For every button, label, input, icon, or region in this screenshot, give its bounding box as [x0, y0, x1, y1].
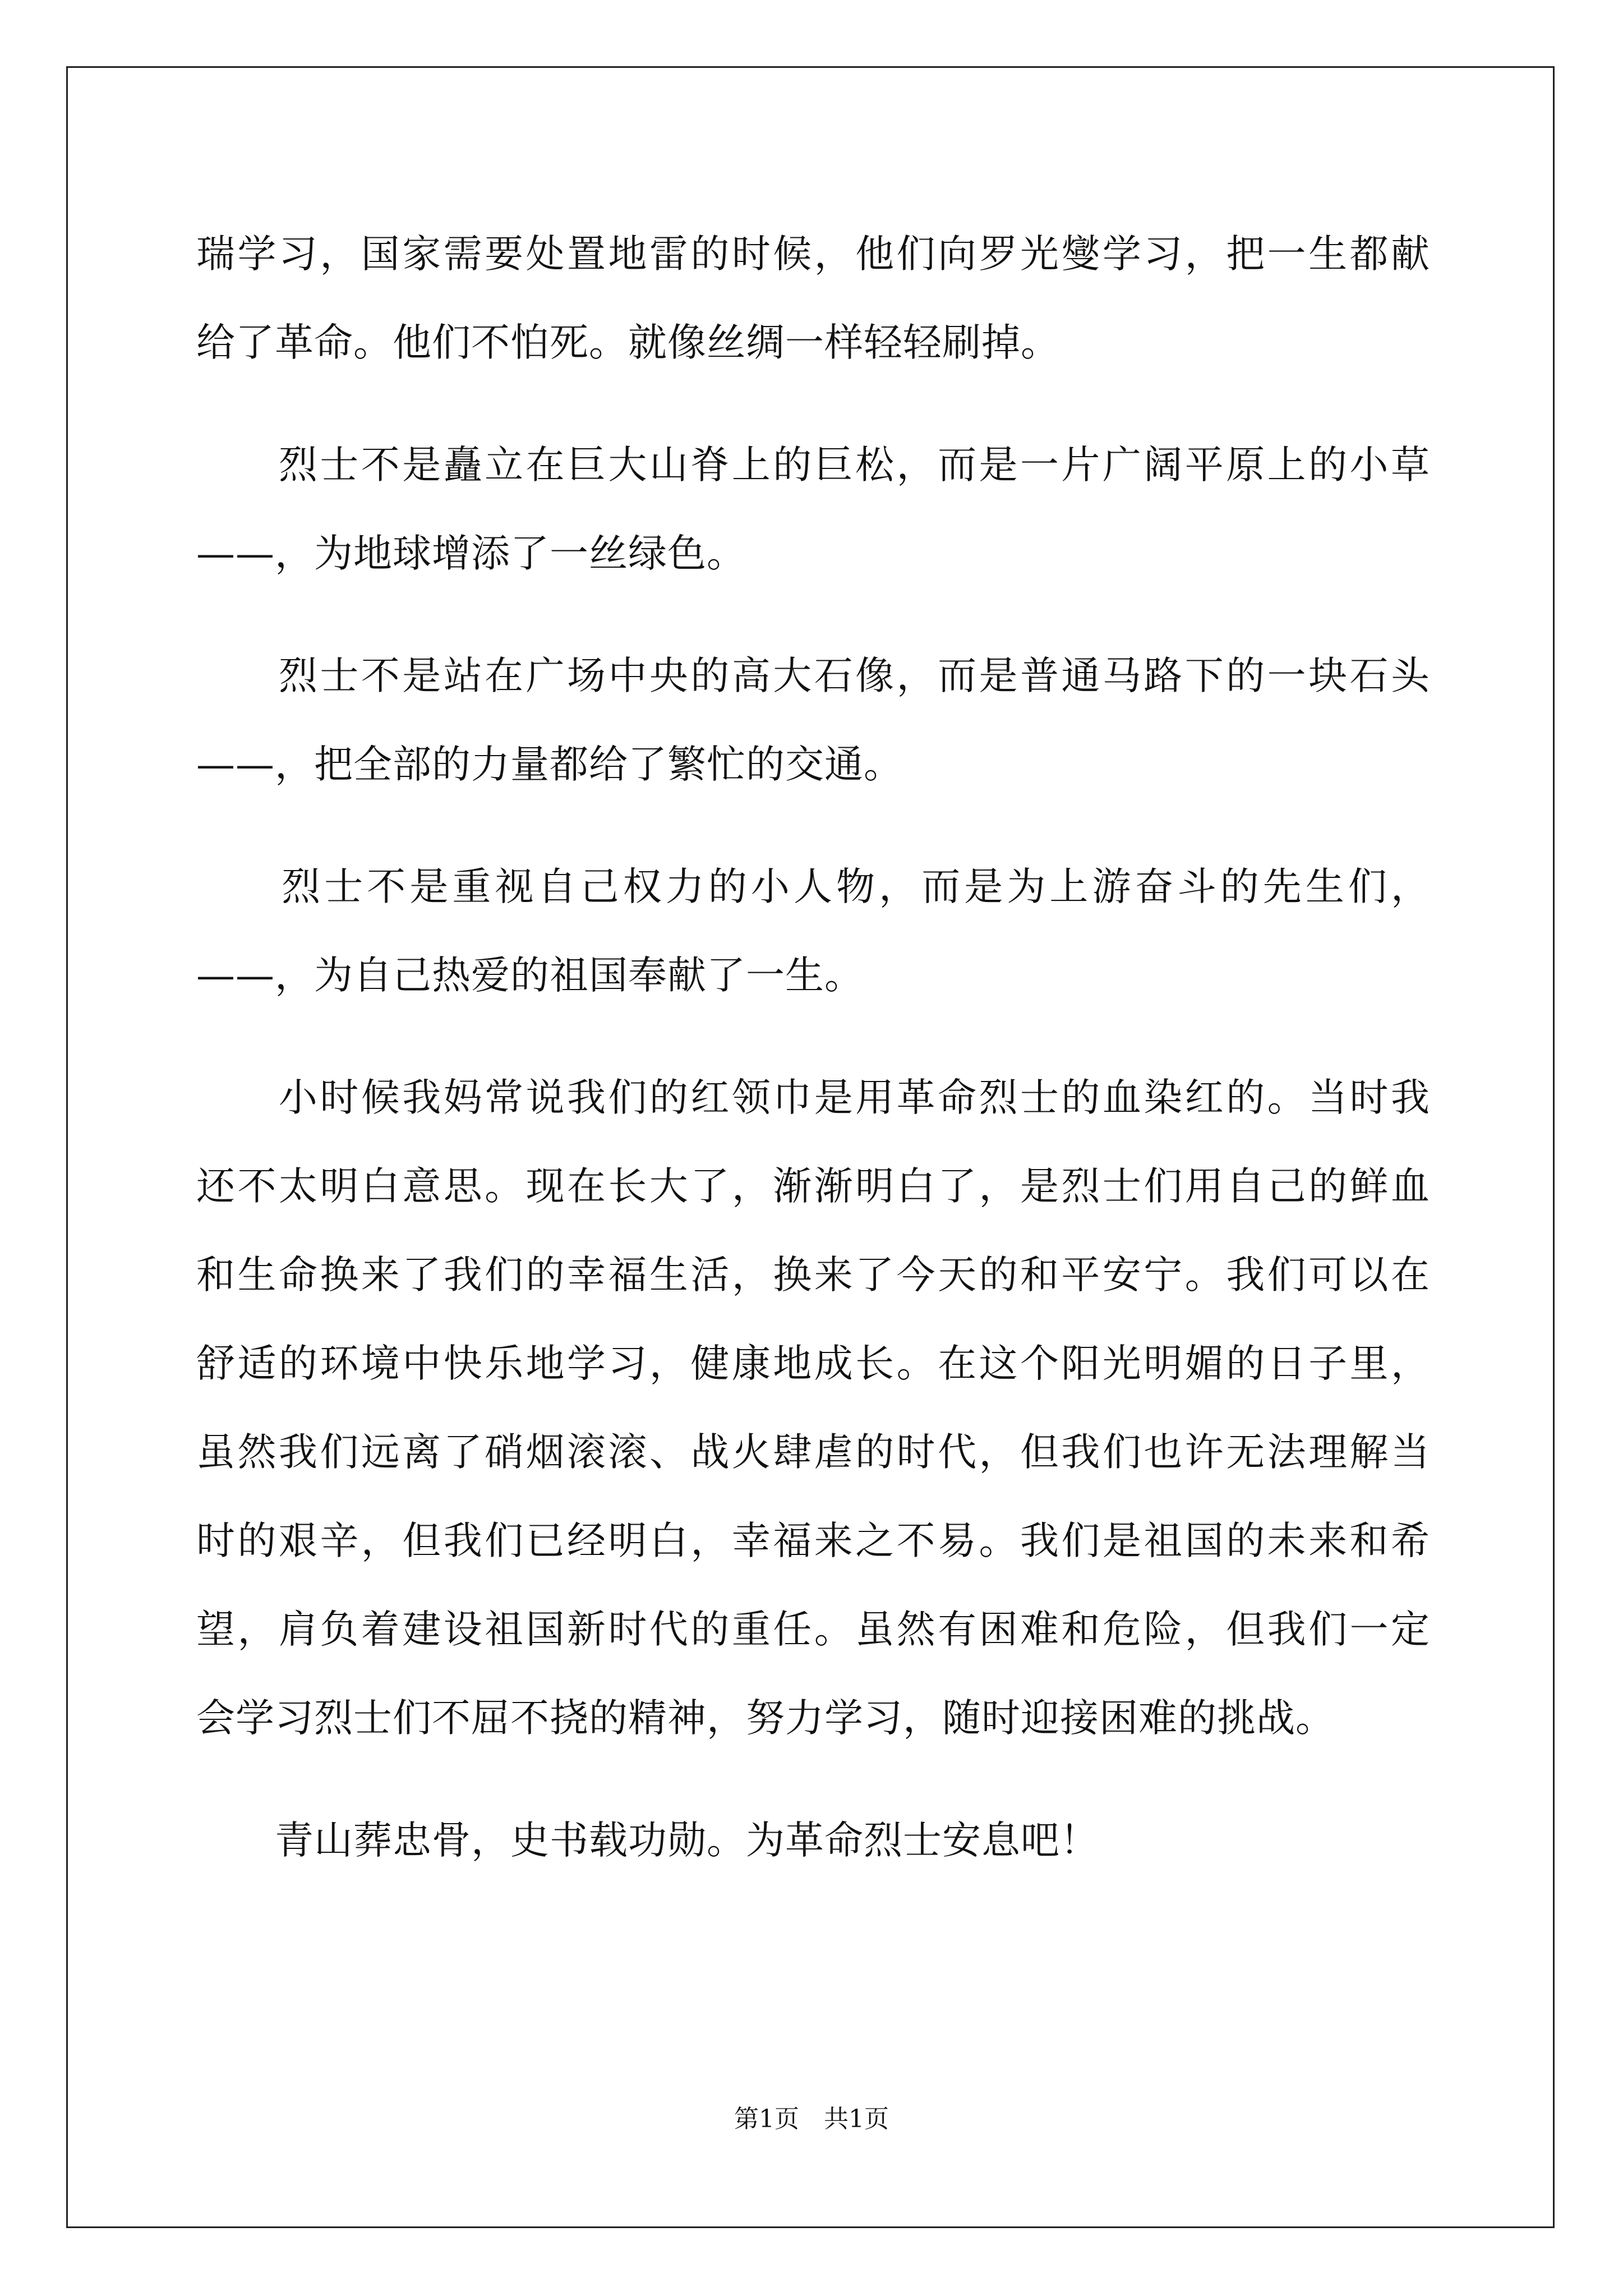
text-line: ——，为地球增添了一丝绿色。 [196, 531, 746, 576]
text-line: 虽然我们远离了硝烟滚滚、战火肆虐的时代，但我们也许无法理解当 [196, 1430, 1430, 1475]
text-line: ——，为自己热爱的祖国奉献了一生。 [196, 953, 864, 998]
text-line: 时的艰辛，但我们已经明白，幸福来之不易。我们是祖国的未来和希 [196, 1519, 1430, 1563]
text-line: 小时候我妈常说我们的红领巾是用革命烈士的血染红的。当时我 [196, 1075, 1430, 1120]
text-line: 烈士不是重视自己权力的小人物，而是为上游奋斗的先生们， [196, 864, 1430, 909]
text-line: 烈士不是矗立在巨大山脊上的巨松，而是一片广阔平原上的小草 [196, 443, 1430, 487]
text-line: 瑞学习，国家需要处置地雷的时候，他们向罗光燮学习，把一生都献 [196, 232, 1430, 277]
text-line: 还不太明白意思。现在长大了，渐渐明白了，是烈士们用自己的鲜血 [196, 1164, 1430, 1209]
text-line: 和生命换来了我们的幸福生活，换来了今天的和平安宁。我们可以在 [196, 1253, 1430, 1297]
page-border [66, 66, 1555, 2228]
text-line: ——，把全部的力量都给了繁忙的交通。 [196, 742, 903, 787]
text-line: 烈士不是站在广场中央的高大石像，而是普通马路下的一块石头 [196, 654, 1430, 698]
text-line: 会学习烈士们不屈不挠的精神，努力学习，随时迎接困难的挑战。 [196, 1696, 1335, 1741]
text-line: 舒适的环境中快乐地学习，健康地成长。在这个阳光明媚的日子里， [196, 1341, 1430, 1386]
text-line: 给了革命。他们不怕死。就像丝绸一样轻轻刷掉。 [196, 320, 1060, 365]
page-number-footer: 第1页 共1页 [734, 2105, 889, 2133]
text-line: 望，肩负着建设祖国新时代的重任。虽然有困难和危险，但我们一定 [196, 1607, 1430, 1652]
text-line: 青山葬忠骨，史书载功勋。为革命烈士安息吧！ [196, 1818, 1099, 1863]
